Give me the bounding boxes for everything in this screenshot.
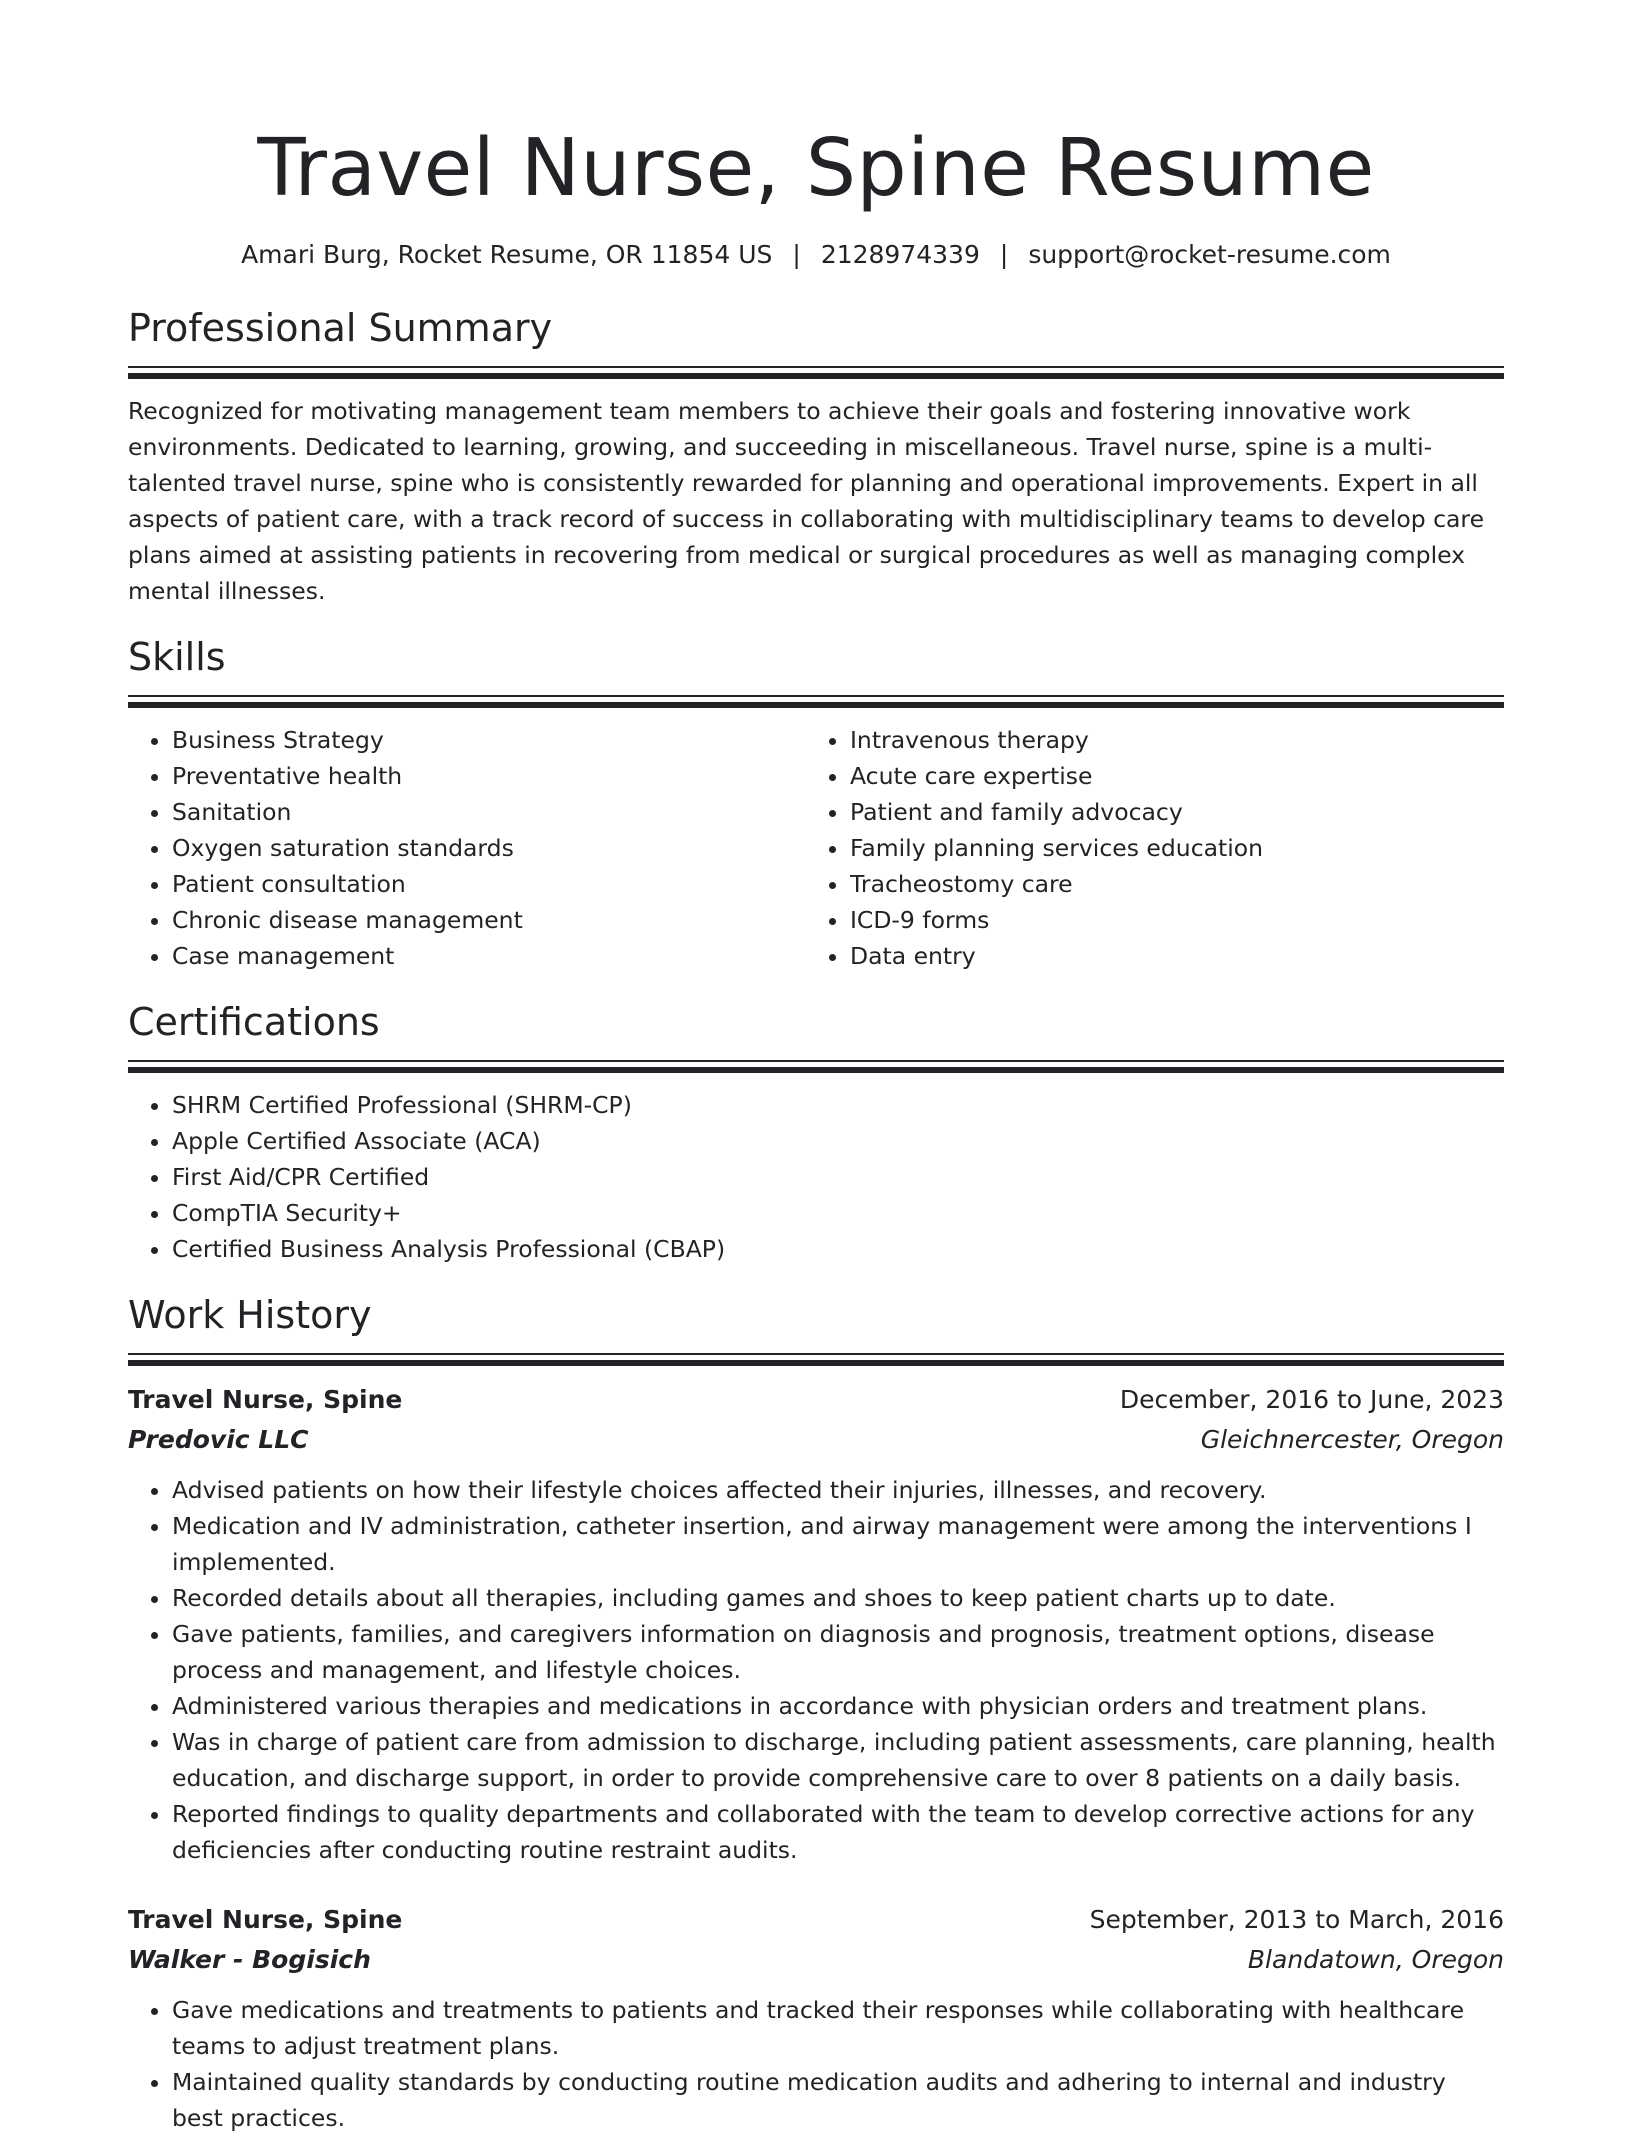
job-header — [128, 1900, 1504, 1940]
skill-item: • Patient consultation — [172, 866, 806, 902]
job-bullets — [128, 1472, 1504, 1868]
skill-item: • Intravenous therapy — [850, 722, 1484, 758]
skills-column-right — [806, 722, 1484, 974]
skills-grid — [128, 722, 1504, 974]
certifications-section — [128, 996, 1504, 1267]
certification-item: • CompTIA Security+ — [172, 1195, 1504, 1231]
skills-column-left — [128, 722, 806, 974]
job-bullet: • Was in charge of patient care from admission to discharge, including patient assessments, care planning, health education, and discharge support, in order to provide comprehensive care to over 8 patients on a daily basis. — [172, 1724, 1504, 1796]
job-bullet: • Medication and IV administration, catheter insertion, and airway management were among the interventions I implemented. — [172, 1508, 1504, 1580]
section-divider — [128, 366, 1504, 379]
contact-line — [128, 238, 1504, 272]
summary-text: Recognized for motivating management team members to achieve their goals and fostering innovative work environments. Dedicated to learning, growing, and succeeding in miscellaneous. Travel nurse, spine is a multi-talented travel nurse, spine who is consistently rewarded for planning and operational improvements. Expert in all aspects of patient care, with a track record of success in collaborating with multidisciplinary teams to develop care plans aimed at assisting patients in recovering from medical or surgical procedures as well as managing complex mental illnesses. — [128, 397, 1485, 605]
skills-section — [128, 631, 1504, 974]
job-company: Walker - Bogisich — [128, 1945, 371, 1974]
contact-separator: | — [999, 240, 1009, 269]
job-entry — [128, 1380, 1504, 1868]
work-history-heading: Work History — [128, 1293, 372, 1337]
skill-item: • Oxygen saturation standards — [172, 830, 806, 866]
job-bullets — [128, 1992, 1504, 2136]
section-divider — [128, 1060, 1504, 1073]
job-bullet: • Gave medications and treatments to patients and tracked their responses while collaborating with healthcare teams to adjust treatment plans. — [172, 1992, 1504, 2064]
work-history-section — [128, 1289, 1504, 2136]
certifications-list — [128, 1087, 1504, 1267]
job-bullet: • Recorded details about all therapies, including games and shoes to keep patient charts up to date. — [172, 1580, 1504, 1616]
certification-item: • Apple Certified Associate (ACA) — [172, 1123, 1504, 1159]
contact-email: support@rocket-resume.com — [1028, 240, 1391, 269]
resume-title: Travel Nurse, Spine Resume — [257, 122, 1375, 214]
job-subheader — [128, 1420, 1504, 1460]
job-bullet: • Advised patients on how their lifestyle choices affected their injuries, illnesses, and recovery. — [172, 1472, 1504, 1508]
skill-item: • Sanitation — [172, 794, 806, 830]
job-bullet: • Gave patients, families, and caregivers information on diagnosis and prognosis, treatment options, disease process and management, and lifestyle choices. — [172, 1616, 1504, 1688]
summary-heading: Professional Summary — [128, 306, 553, 350]
resume-page — [128, 0, 1504, 2136]
skill-item: • Acute care expertise — [850, 758, 1484, 794]
certification-item: • SHRM Certified Professional (SHRM-CP) — [172, 1087, 1504, 1123]
certification-item: • Certified Business Analysis Professional (CBAP) — [172, 1231, 1504, 1267]
job-title: Travel Nurse, Spine — [128, 1385, 403, 1414]
certifications-heading: Certifications — [128, 1000, 380, 1044]
skill-item: • Family planning services education — [850, 830, 1484, 866]
summary-section — [128, 302, 1504, 609]
job-subheader — [128, 1940, 1504, 1980]
job-bullet: • Administered various therapies and medications in accordance with physician orders and treatment plans. — [172, 1688, 1504, 1724]
skill-item: • Data entry — [850, 938, 1484, 974]
section-divider — [128, 695, 1504, 708]
skills-list-right — [806, 722, 1484, 974]
job-title: Travel Nurse, Spine — [128, 1905, 403, 1934]
skills-heading: Skills — [128, 635, 226, 679]
job-header — [128, 1380, 1504, 1420]
certification-item: • First Aid/CPR Certified — [172, 1159, 1504, 1195]
skill-item: • Tracheostomy care — [850, 866, 1484, 902]
job-location: Gleichnercester, Oregon — [1200, 1425, 1504, 1454]
job-bullet: • Maintained quality standards by conducting routine medication audits and adhering to internal and industry best practices. — [172, 2064, 1504, 2136]
skills-list-left — [128, 722, 806, 974]
skill-item: • Preventative health — [172, 758, 806, 794]
job-location: Blandatown, Oregon — [1247, 1945, 1504, 1974]
section-divider — [128, 1353, 1504, 1366]
skill-item: • Case management — [172, 938, 806, 974]
contact-phone: 2128974339 — [820, 240, 980, 269]
job-company: Predovic LLC — [128, 1425, 309, 1454]
skill-item: • Patient and family advocacy — [850, 794, 1484, 830]
job-bullet: • Reported findings to quality departments and collaborated with the team to develop corrective actions for any deficiencies after conducting routine restraint audits. — [172, 1796, 1504, 1868]
job-dates: December, 2016 to June, 2023 — [1119, 1385, 1504, 1414]
job-dates: September, 2013 to March, 2016 — [1089, 1905, 1504, 1934]
contact-address: Amari Burg, Rocket Resume, OR 11854 US — [241, 240, 773, 269]
skill-item: • Chronic disease management — [172, 902, 806, 938]
contact-separator: | — [792, 240, 801, 269]
skill-item: • ICD-9 forms — [850, 902, 1484, 938]
job-entry — [128, 1900, 1504, 2136]
skill-item: • Business Strategy — [172, 722, 806, 758]
